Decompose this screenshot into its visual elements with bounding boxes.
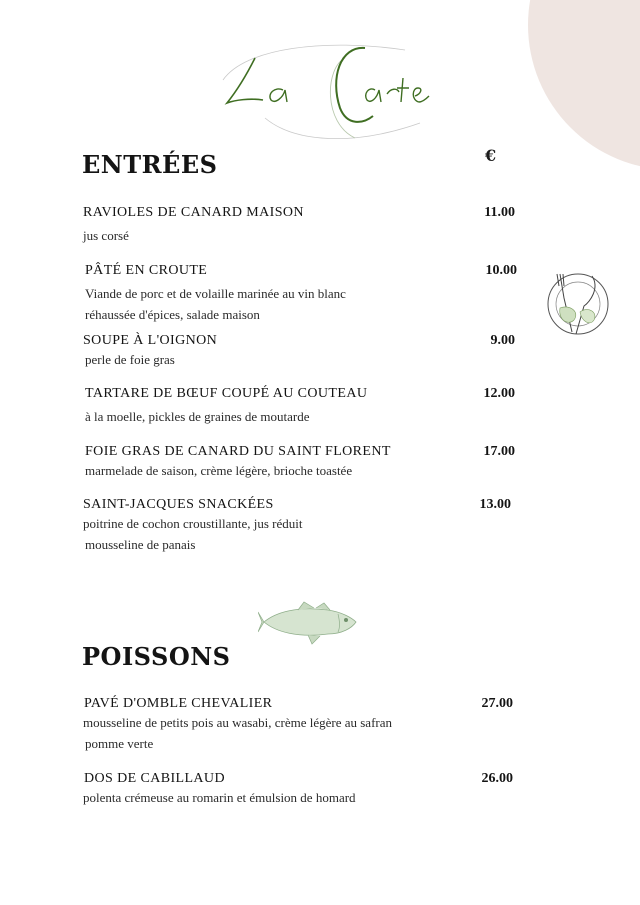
menu-item <box>83 497 523 555</box>
item-name: SAINT-JACQUES SNACKÉES <box>83 497 274 512</box>
item-name: RAVIOLES DE CANARD MAISON <box>83 205 304 220</box>
item-description: jus corsé <box>83 228 129 243</box>
decorative-corner-circle <box>528 0 640 170</box>
item-name: DOS DE CABILLAUD <box>84 771 225 786</box>
item-description: marmelade de saison, crème légère, brioche toastée <box>85 463 353 478</box>
item-description: mousseline de petits pois au wasabi, crème légère au safran pomme verte <box>83 715 392 751</box>
item-price: 9.00 <box>490 333 515 348</box>
item-price: 10.00 <box>485 263 517 278</box>
menu-item <box>83 333 523 370</box>
item-description: poitrine de cochon croustillante, jus réduit mousseline de panais <box>83 516 303 552</box>
item-price: 17.00 <box>483 444 515 459</box>
item-description: polenta crémeuse au romarin et émulsion de homard <box>83 790 356 805</box>
menu-item <box>83 263 523 325</box>
section-title-poissons: POISSONS <box>82 642 231 671</box>
plate-fork-knife-icon <box>540 268 616 340</box>
item-price: 26.00 <box>481 771 513 786</box>
la-carte-logo <box>205 28 445 153</box>
item-name: PAVÉ D'OMBLE CHEVALIER <box>84 696 273 711</box>
item-price: 27.00 <box>481 696 513 711</box>
menu-item <box>83 386 523 427</box>
currency-symbol: € <box>485 146 497 165</box>
item-name: PÂTÉ EN CROUTE <box>85 263 208 278</box>
item-name: SOUPE À L'OIGNON <box>83 333 218 348</box>
item-price: 13.00 <box>479 497 511 512</box>
item-description: à la moelle, pickles de graines de moutarde <box>85 409 310 424</box>
item-name: TARTARE DE BŒUF COUPÉ AU COUTEAU <box>85 386 368 401</box>
menu-item <box>83 444 523 481</box>
section-title-entrees: ENTRÉES <box>82 150 218 179</box>
menu-item <box>83 696 523 754</box>
menu-item <box>83 771 523 808</box>
item-price: 11.00 <box>484 205 515 220</box>
item-name: FOIE GRAS DE CANARD DU SAINT FLORENT <box>85 444 391 459</box>
menu-item <box>83 205 523 246</box>
logo-text: La Carte <box>322 148 328 149</box>
item-price: 12.00 <box>483 386 515 401</box>
item-description: perle de foie gras <box>85 352 175 367</box>
item-description: Viande de porc et de volaille marinée au vin blanc réhaussée d'épices, salade maison <box>85 286 346 322</box>
fish-illustration-icon <box>258 600 362 646</box>
